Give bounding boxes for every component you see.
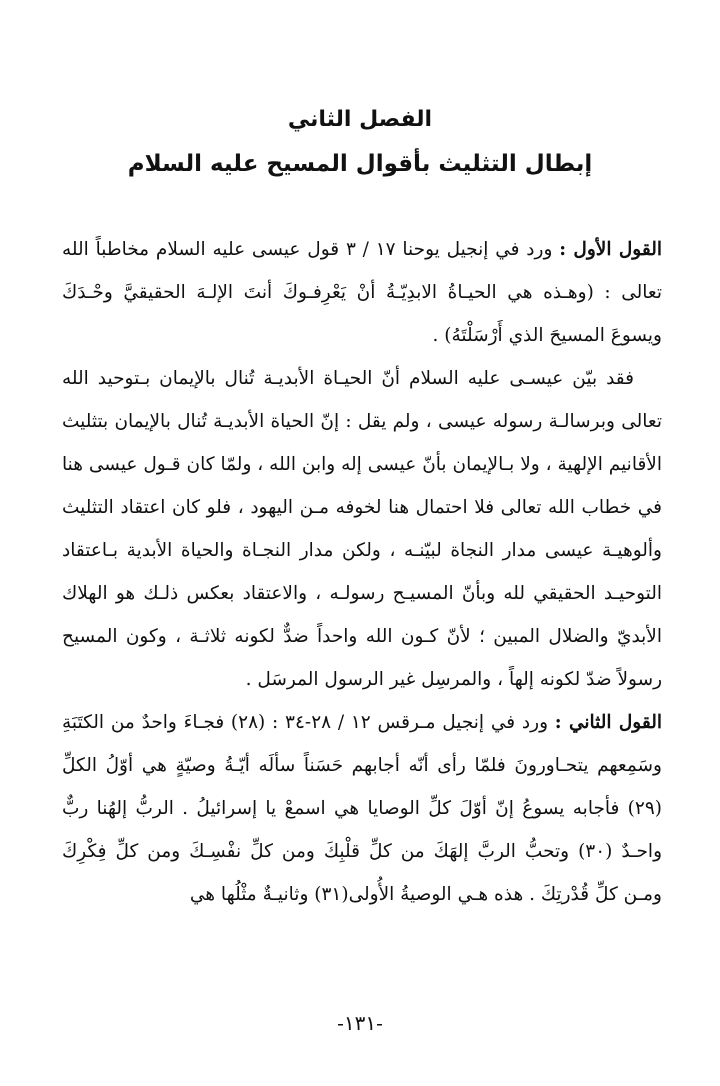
paragraph-lead: القول الأول : [559,239,662,260]
paragraph-explanation [62,357,662,701]
paragraph-second-saying [62,701,662,916]
paragraph-text: فقد بيّن عيسـى عليه السلام أنّ الحيـاة الأبديـة تُنال بالإيمان بـتوحيد الله تعالى وبرسالـة رسوله عيسى ، ولم يقل : إنّ الحياة الأبديـة تُنال بالإيمان بتثليث الأقانيم الإلهية ، ولا بـالإيمان بأنّ عيسى إله وابن الله ، ولمّا كان قـول عيسى هنا في خطاب الله تعالى فلا احتمال هنا لخوفه مـن اليهود ، فلو كان اعتقاد التثليث وألوهيـة عيسى مدار النجاة لبيّنـه ، ولكن مدار النجـاة والحياة الأبدية بـاعتقاد التوحيـد الحقيقي لله وبأنّ المسيـح رسولـه ، والاعتقاد بعكس ذلـك هو الهلاك الأبديّ والضلال المبين ؛ لأنّ كـون الله واحداً ضدٌّ لكونه ثلاثـة ، وكون المسيح رسولاً ضدّ لكونه إلهاً ، والمرسِل غير الرسول المرسَل . [62,368,662,690]
paragraph-lead: القول الثاني : [554,712,662,733]
body-text [62,228,662,916]
chapter-heading: الفصل الثاني [287,107,433,132]
page-number: -١٣١- [337,1011,383,1035]
paragraph-text: ورد في إنجيل مـرقس ١٢ / ٢٨-٣٤ : (٢٨) فجـاءَ واحدٌ من الكتَبَةِ وسَمِعهم يتحـاورونَ فلمّا رأى أنّه أجابهم حَسَناً سألَه أيّـةُ وصيّةٍ هي أوّلُ الكلِّ (٢٩) فأجابه يسوعُ إنّ أوّلَ كلِّ الوصايا هي اسمعْ يا إسرائيلُ . الربُّ إلهُنا ربٌّ واحـدٌ (٣٠) وتحبُّ الربَّ إلهَكَ من كلِّ قلْبِكَ ومن كلِّ نفْسِـكَ ومن كلِّ فِكْرِكَ ومـن كلِّ قُدْرتِكَ . هذه هـي الوصيةُ الأُولى(٣١) وثانيـةٌ مثْلُها هي [62,712,662,905]
chapter-title: إبطال التثليث بأقوال المسيح عليه السلام [127,151,593,177]
paragraph-text: ورد في إنجيل يوحنا ١٧ / ٣ قول عيسى عليه السلام مخاطباً الله تعالى : (وهـذه هي الحيـاةُ الابدِيّـةُ أنْ يَعْرِفـوكَ أنتَ الإلـهَ الحقيقيَّ وحْـدَكَ ويسوعَ المسيحَ الذي أَرْسَلْتَهُ) . [62,239,662,346]
paragraph-first-saying [62,228,662,357]
